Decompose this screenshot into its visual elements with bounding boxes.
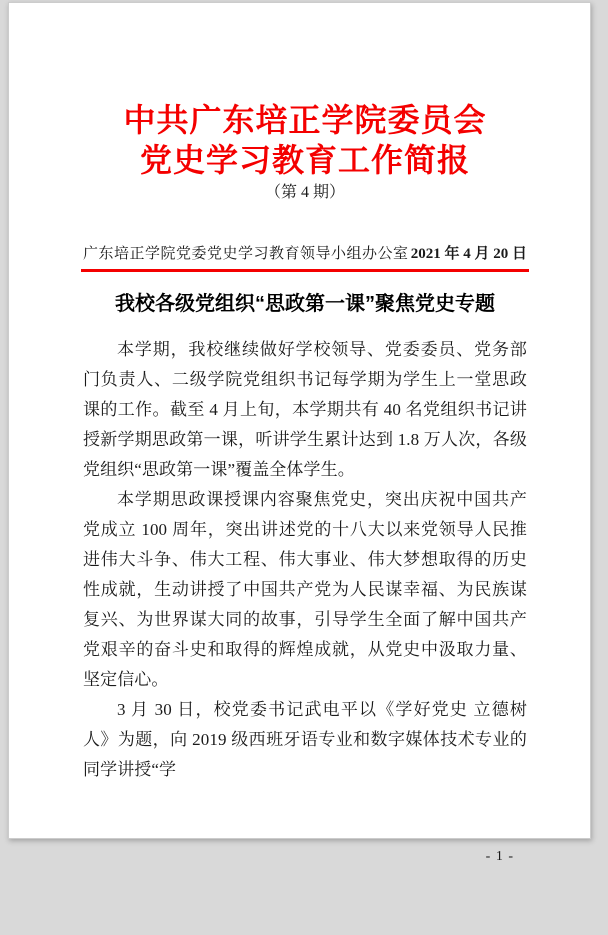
- issue-date: 2021 年 4 月 20 日: [410, 246, 527, 262]
- page-content: [9, 100, 590, 935]
- article-headline: 我校各级党组织“思政第一课”聚焦党史专题: [115, 293, 495, 315]
- document-title-line-1: 中共广东培正学院委员会: [123, 102, 487, 138]
- article-body: [83, 335, 527, 785]
- issuer-office: 广东培正学院党委党史学习教育领导小组办公室: [83, 246, 409, 262]
- page-number: - 1 -: [485, 849, 514, 864]
- masthead-divider-rule: [81, 269, 529, 272]
- article-paragraph-2: 本学期思政课授课内容聚焦党史，突出庆祝中国共产党成立 100 周年，突出讲述党的十八大以来党领导人民推进伟大斗争、伟大工程、伟大事业、伟大梦想取得的历史性成就，生动讲授了中国共产党为人民谋幸福、为民族谋复兴、为世界谋大同的故事，引导学生全面了解中国共产党艰辛的奋斗史和取得的辉煌成就，从党史中汲取力量、坚定信心。: [83, 490, 527, 689]
- article-paragraph-3: 3 月 30 日，校党委书记武电平以《学好党史 立德树人》为题，向 2019 级西班牙语专业和数字媒体技术专业的同学讲授“学: [83, 700, 527, 779]
- document-title-line-2: 党史学习教育工作简报: [139, 142, 470, 178]
- issue-number: （第 4 期）: [264, 184, 345, 201]
- article-paragraph-1: 本学期，我校继续做好学校领导、党委委员、党务部门负责人、二级学院党组织书记每学期为学生上一堂思政课的工作。截至 4 月上旬，本学期共有 40 名党组织书记讲授新学期思政第一课，听讲学生累计达到 1.8 万人次，各级党组织“思政第一课”覆盖全体学生。: [83, 340, 527, 479]
- issuer-row: [83, 244, 527, 264]
- document-page: [8, 2, 591, 864]
- document-title: [83, 100, 527, 180]
